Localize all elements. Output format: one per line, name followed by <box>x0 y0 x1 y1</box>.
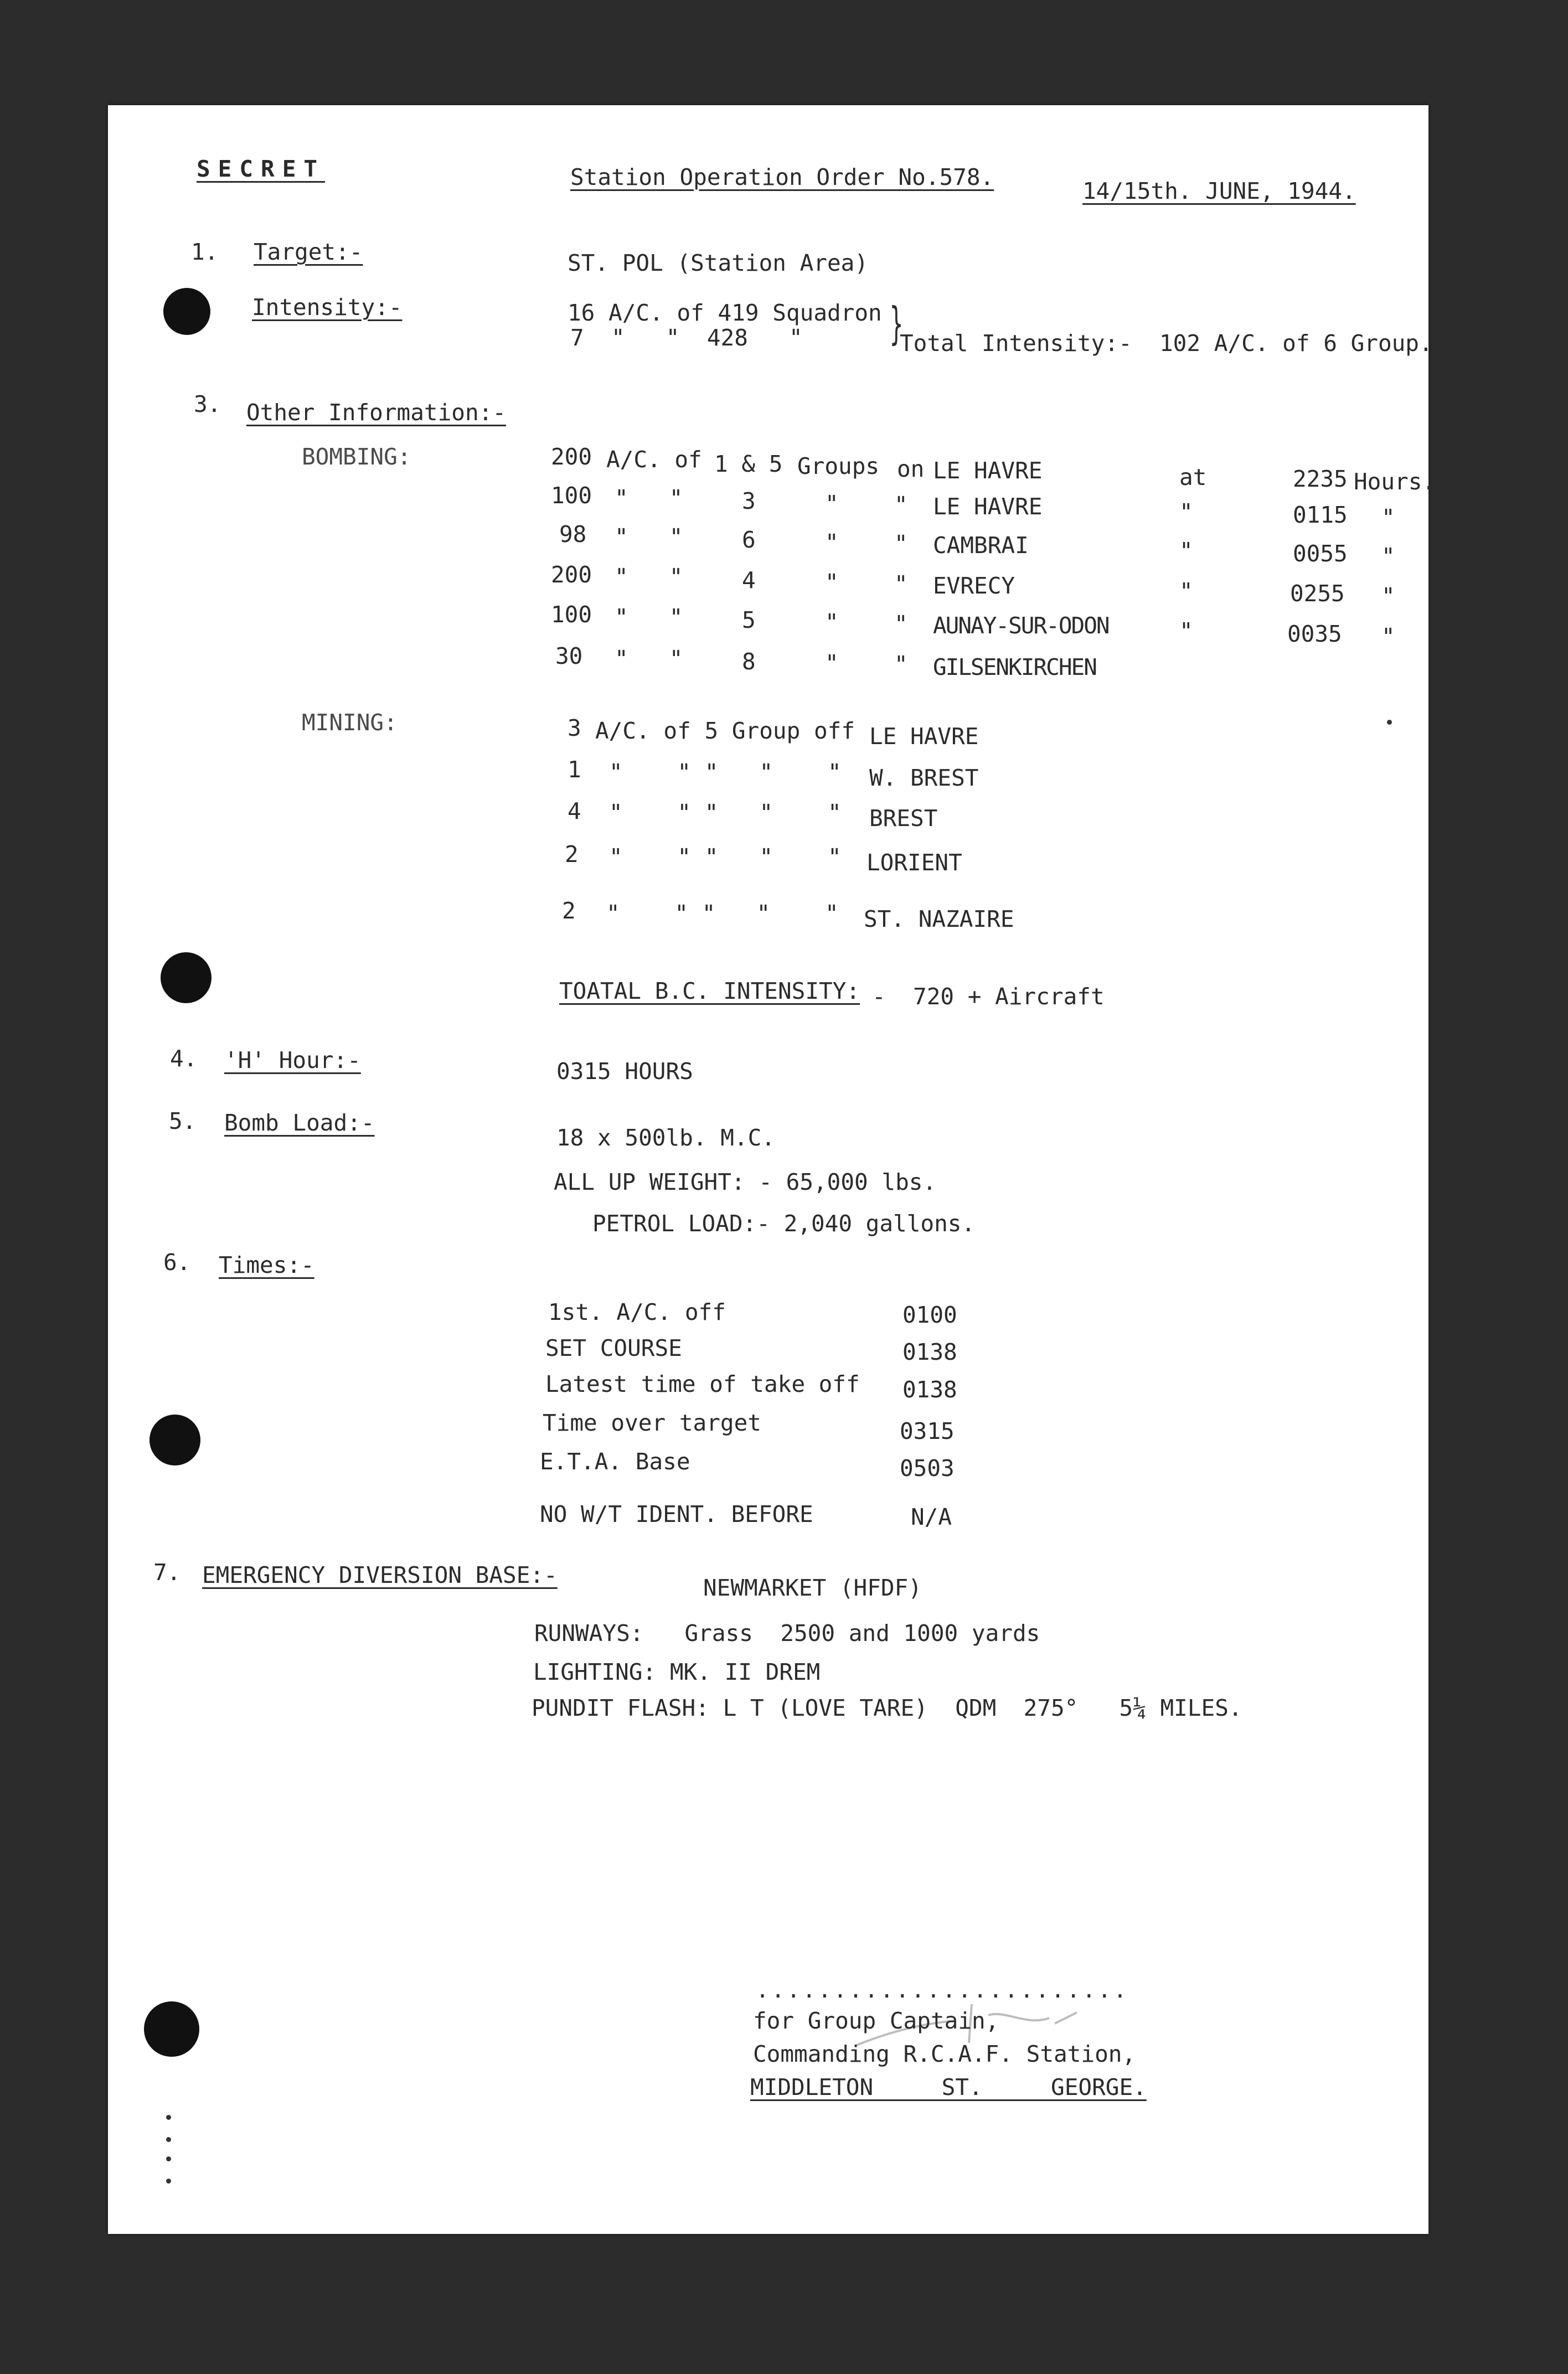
bombing-groups: " <box>825 529 839 556</box>
bombing-time: 0055 <box>1293 540 1348 567</box>
bombing-group: 8 <box>742 648 756 675</box>
lighting: LIGHTING: MK. II DREM <box>533 1659 821 1685</box>
time-label: SET COURSE <box>545 1335 682 1361</box>
time-value: 0100 <box>902 1302 957 1328</box>
section-5-number: 5. <box>169 1108 197 1134</box>
pundit-flash: PUNDIT FLASH: L T (LOVE TARE) QDM 275° 5¼ MILES. <box>532 1695 1242 1721</box>
bombing-at: " <box>1179 538 1193 564</box>
bombing-at: at <box>1179 464 1207 491</box>
mining-text: " " " " " <box>609 844 842 870</box>
other-info-label: Other Information:- <box>246 399 506 426</box>
bombing-unit: " <box>1381 583 1395 610</box>
section-4-number: 4. <box>170 1045 198 1072</box>
bomb-load-label: Bomb Load:- <box>224 1109 375 1136</box>
bombing-ac: 98 <box>559 521 587 548</box>
time-label: Latest time of take off <box>545 1371 860 1397</box>
bombing-of: " " <box>615 485 683 512</box>
bomb-load-value: 18 x 500lb. M.C. <box>556 1124 775 1151</box>
mining-ac: 3 <box>568 715 581 741</box>
bombing-target: EVRECY <box>933 572 1015 599</box>
runways: RUNWAYS: Grass 2500 and 1000 yards <box>534 1620 1040 1647</box>
bombing-time: 0035 <box>1287 621 1342 647</box>
punch-hole <box>161 952 212 1003</box>
total-bc-intensity-value: - 720 + Aircraft <box>872 983 1105 1010</box>
bombing-time: 0115 <box>1293 502 1348 528</box>
mining-text: A/C. of 5 Group off <box>595 718 855 744</box>
bombing-ac: 200 <box>551 443 592 470</box>
bombing-target: GILSENKIRCHEN <box>933 654 1096 680</box>
punch-hole <box>149 1415 200 1465</box>
bombing-target: AUNAY-SUR-ODON <box>933 612 1109 639</box>
bombing-on: on <box>897 456 925 482</box>
mining-ac: 1 <box>568 756 581 783</box>
mining-text: " " " " " <box>609 799 842 826</box>
bombing-groups: Groups <box>797 453 880 479</box>
time-value: 0138 <box>902 1339 957 1365</box>
bombing-groups: " <box>825 609 839 636</box>
brace: } <box>890 298 904 349</box>
bombing-on: " <box>894 651 908 678</box>
signature-line-1: for Group Captain, <box>753 2007 999 2034</box>
total-intensity: Total Intensity:- 102 A/C. of 6 Group. <box>900 330 1433 357</box>
times-label: Times:- <box>219 1252 314 1278</box>
bombing-of: " " <box>615 524 683 550</box>
time-label: Time over target <box>543 1410 761 1436</box>
section-6-number: 6. <box>163 1249 191 1276</box>
mining-target: W. BREST <box>869 765 979 791</box>
section-7-number: 7. <box>153 1559 181 1586</box>
punch-hole <box>163 288 210 335</box>
bombing-at: " <box>1179 618 1193 644</box>
bombing-time: 2235 <box>1293 466 1348 492</box>
squadron-line: 16 A/C. of 419 Squadron <box>568 300 882 326</box>
total-bc-intensity-label: TOATAL B.C. INTENSITY: <box>559 978 860 1004</box>
bombing-ac: 200 <box>551 561 592 588</box>
bombing-label: BOMBING: <box>302 443 411 470</box>
bombing-of: A/C. of <box>606 446 702 473</box>
signature-line-3: MIDDLETON ST. GEORGE. <box>750 2074 1147 2101</box>
signature-line-2: Commanding R.C.A.F. Station, <box>753 2041 1136 2067</box>
section-1-number: 1. <box>191 239 219 265</box>
mining-target: LE HAVRE <box>869 723 979 750</box>
time-value: 0315 <box>900 1418 955 1444</box>
classification-mark: SECRET <box>197 156 326 182</box>
bombing-group: 4 <box>742 567 756 594</box>
bombing-target: LE HAVRE <box>933 493 1043 520</box>
margin-dot <box>166 2179 171 2184</box>
bombing-of: " " <box>615 564 683 590</box>
time-value: 0503 <box>900 1455 955 1482</box>
squadron-line: 7 " " 428 " <box>570 324 803 351</box>
mining-target: LORIENT <box>866 849 962 876</box>
section-3-number: 3. <box>194 391 221 417</box>
mining-target: BREST <box>869 805 938 832</box>
margin-dot <box>166 2156 171 2161</box>
target-label: Target:- <box>254 239 363 265</box>
target-value: ST. POL (Station Area) <box>568 250 869 276</box>
time-value: 0138 <box>902 1376 957 1403</box>
bombing-group: 3 <box>742 488 756 514</box>
bombing-on: " <box>894 571 908 597</box>
order-title: Station Operation Order No.578. <box>570 164 994 190</box>
bombing-group: 1 & 5 <box>714 451 783 477</box>
mining-ac: 4 <box>568 798 581 824</box>
bombing-target: LE HAVRE <box>933 457 1043 484</box>
bombing-target: CAMBRAI <box>933 532 1029 559</box>
mining-label: MINING: <box>302 709 398 736</box>
intensity-label: Intensity:- <box>252 294 403 321</box>
bombing-unit: Hours. <box>1354 468 1436 495</box>
bombing-group: 5 <box>742 607 756 633</box>
bombing-of: " " <box>615 604 683 631</box>
signature-dots: ........................ <box>756 1978 1129 2003</box>
punch-hole <box>144 2001 199 2057</box>
bombing-groups: " <box>825 491 839 517</box>
time-label: NO W/T IDENT. BEFORE <box>540 1501 813 1527</box>
mining-ac: 2 <box>565 841 579 868</box>
bombing-ac: 100 <box>551 601 592 628</box>
margin-dot <box>1387 720 1392 725</box>
bombing-ac: 100 <box>551 482 592 509</box>
time-value: N/A <box>911 1504 952 1530</box>
document-page <box>108 105 1436 2234</box>
h-hour-label: 'H' Hour:- <box>224 1047 361 1074</box>
mining-ac: 2 <box>562 897 576 924</box>
time-label: 1st. A/C. off <box>548 1299 726 1325</box>
bombing-time: 0255 <box>1290 580 1345 607</box>
bombing-on: " <box>894 530 908 557</box>
margin-dot <box>166 2115 171 2120</box>
bombing-on: " <box>894 492 908 518</box>
diversion-base: NEWMARKET (HFDF) <box>703 1575 922 1601</box>
petrol-load: PETROL LOAD:- 2,040 gallons. <box>592 1210 976 1237</box>
mining-text: " " " " " <box>606 900 839 927</box>
bombing-at: " <box>1179 499 1193 525</box>
bombing-groups: " <box>825 569 839 596</box>
margin-dot <box>166 2137 171 2142</box>
bombing-of: " " <box>615 646 683 672</box>
mining-text: " " " " " <box>609 759 842 786</box>
bombing-ac: 30 <box>555 643 583 669</box>
h-hour-value: 0315 HOURS <box>556 1058 693 1085</box>
bombing-group: 6 <box>742 527 756 553</box>
all-up-weight: ALL UP WEIGHT: - 65,000 lbs. <box>554 1169 937 1195</box>
bombing-unit: " <box>1381 504 1395 531</box>
time-label: E.T.A. Base <box>540 1448 690 1475</box>
mining-target: ST. NAZAIRE <box>864 906 1014 932</box>
bombing-on: " <box>894 611 908 637</box>
bombing-unit: " <box>1381 623 1395 650</box>
bombing-groups: " <box>825 650 839 677</box>
bombing-unit: " <box>1381 543 1395 570</box>
order-date: 14/15th. JUNE, 1944. <box>1082 178 1356 204</box>
diversion-label: EMERGENCY DIVERSION BASE:- <box>202 1562 558 1588</box>
bombing-at: " <box>1179 578 1193 605</box>
